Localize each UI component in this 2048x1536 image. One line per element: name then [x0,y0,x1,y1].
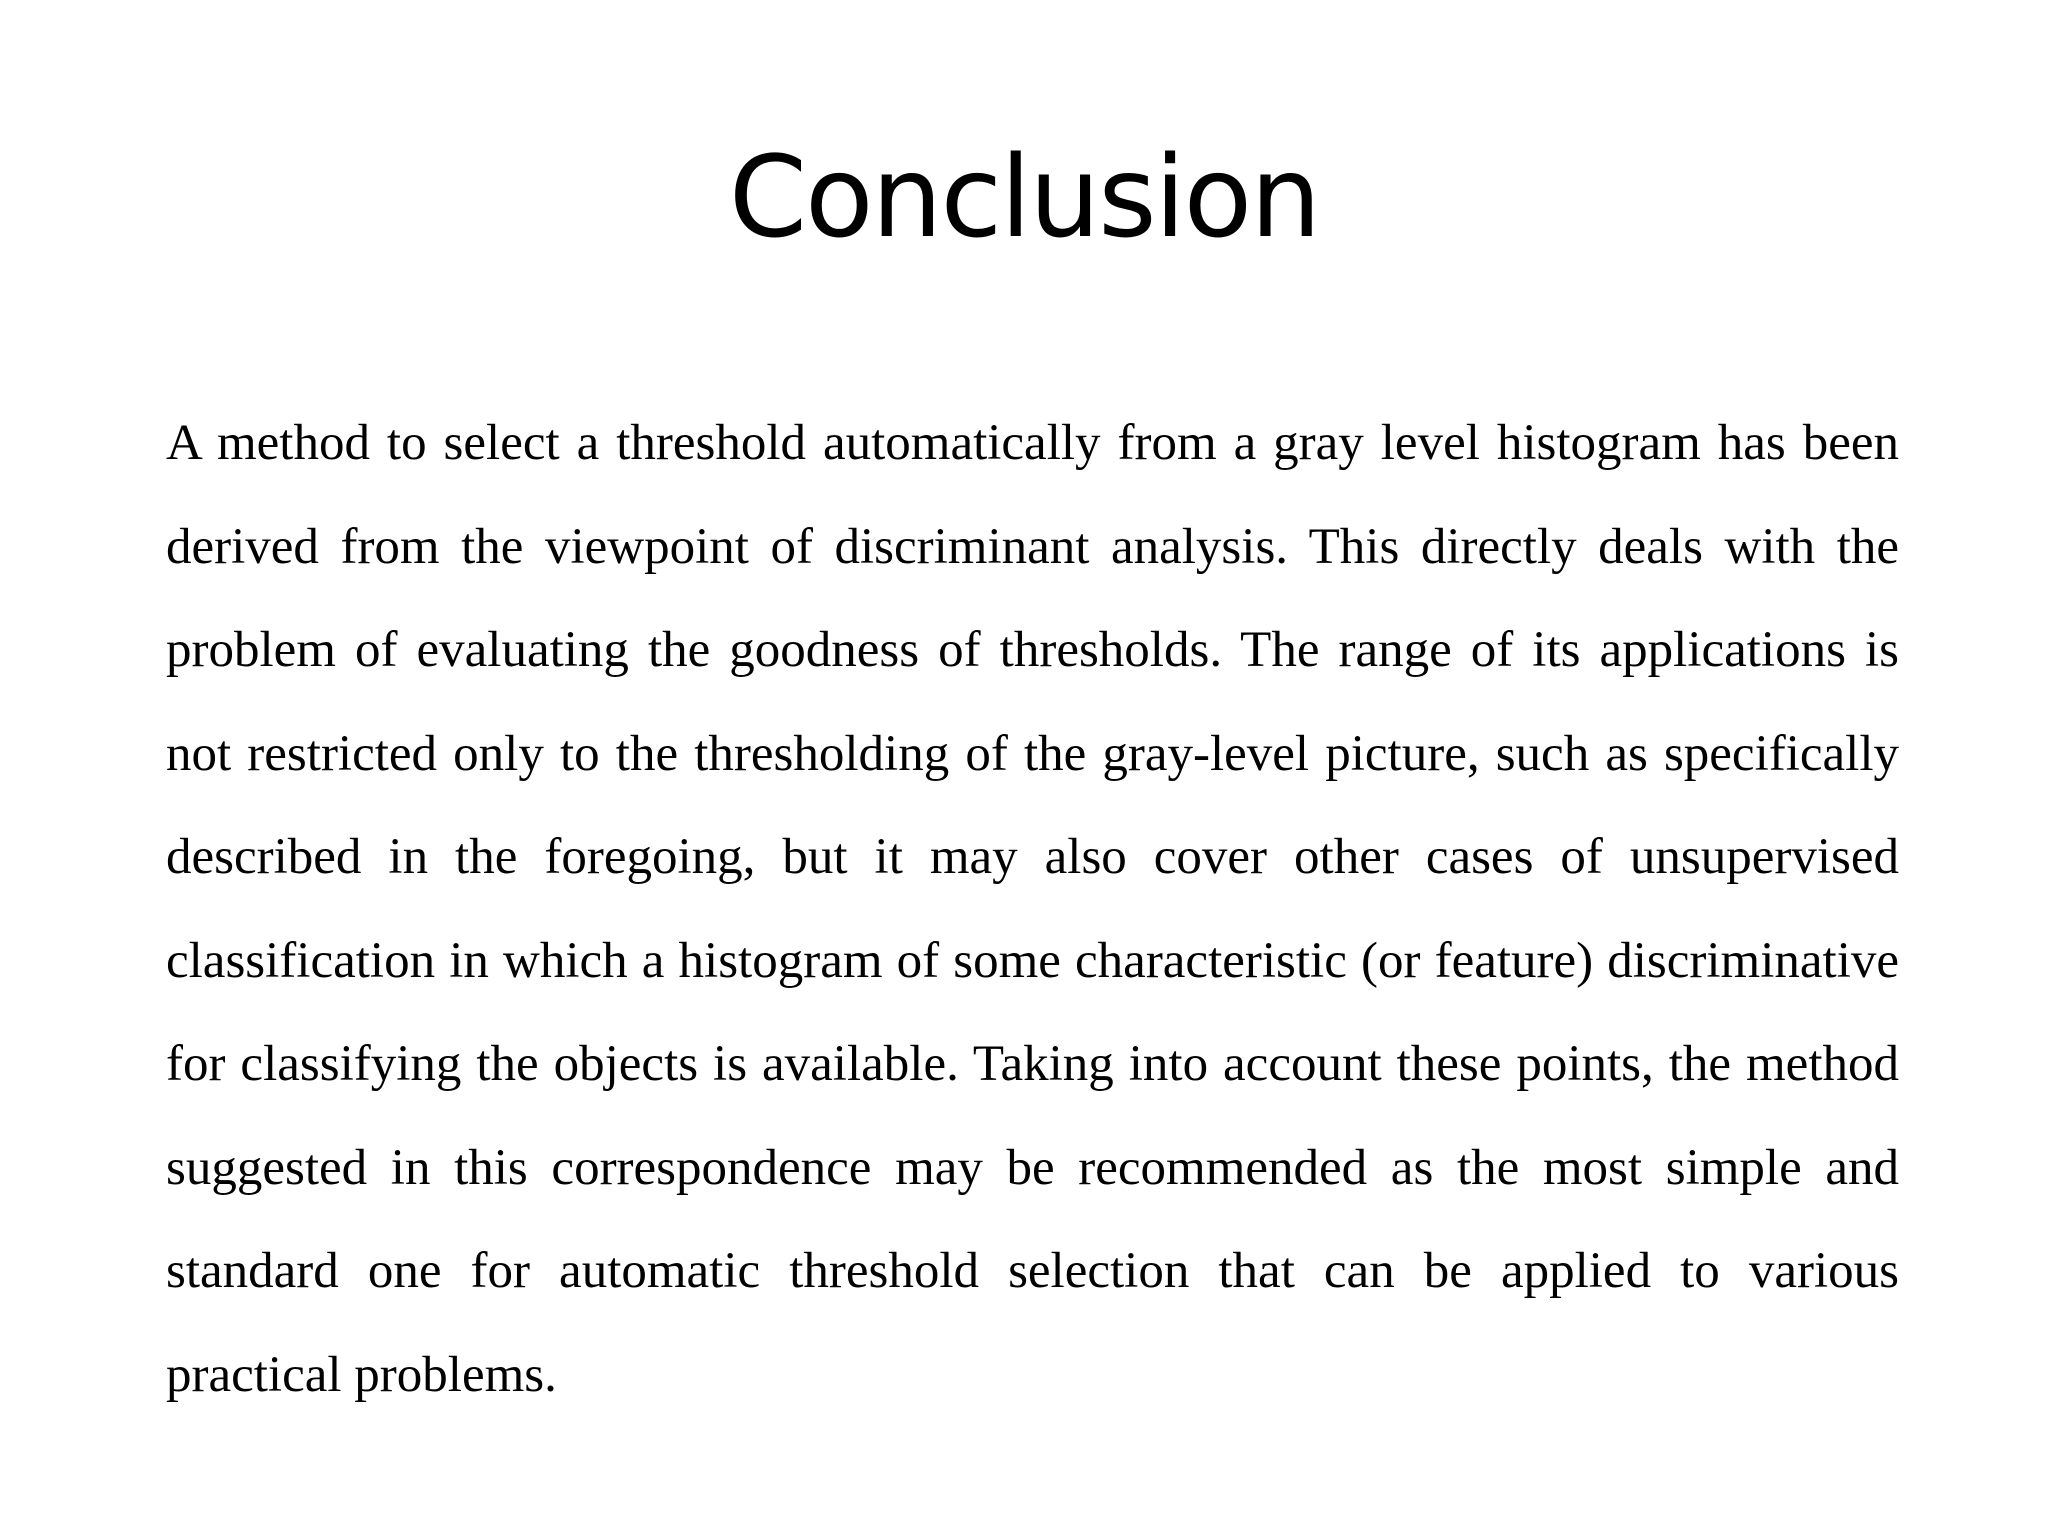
slide-title: Conclusion [728,133,1320,263]
conclusion-paragraph: A method to select a threshold automatically from a gray level histogram has been derived from the viewpoint of discriminant analysis. This directly deals with the problem of evaluating the goodness of thresholds. The range of its applications is not restricted only to the thresholding of the gray-level picture, such as specifically described in the foregoing, but it may also cover other cases of unsupervised classification in which a histogram of some characteristic (or feature) discriminative for classifying the objects is available. Taking into account these points, the method suggested in this correspondence may be recommended as the most simple and standard one for automatic threshold selection that can be applied to various practical problems. [166,415,1899,1403]
